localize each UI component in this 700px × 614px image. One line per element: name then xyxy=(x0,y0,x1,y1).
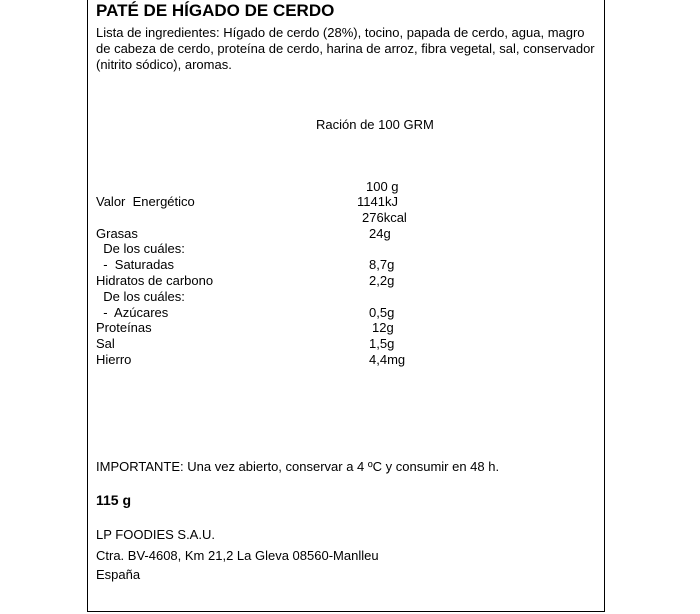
ingredients-list: Lista de ingredientes: Hígado de cerdo (28%), tocino, papada de cerdo, agua, magro de cabeza de cerdo, proteína de cerdo, harina de arroz, fibra vegetal, sal, conservador (nitrito sódico), aromas. xyxy=(96,25,595,72)
nutrient-label: Hierro xyxy=(96,352,132,367)
nutrient-label: Valor Energético xyxy=(96,194,195,209)
nutrient-label: Proteínas xyxy=(96,320,152,335)
nutrient-label: - Saturadas xyxy=(96,257,175,272)
nutrient-label: - Azúcares xyxy=(96,305,169,320)
net-weight: 115 g xyxy=(96,492,132,508)
nutrition-column-header: 100 g xyxy=(366,179,399,194)
nutrient-value: 4,4mg xyxy=(369,352,406,367)
storage-note: IMPORTANTE: Una vez abierto, conservar a 4 ºC y consumir en 48 h. xyxy=(96,459,500,474)
company-name: LP FOODIES S.A.U. xyxy=(96,527,215,542)
nutrient-value: 1141kJ xyxy=(357,194,398,209)
nutrient-label: Grasas xyxy=(96,226,138,241)
nutrient-label: Hidratos de carbono xyxy=(96,273,214,288)
company-country: España xyxy=(96,567,141,582)
nutrient-value: 1,5g xyxy=(369,336,395,351)
nutrient-value: 24g xyxy=(369,226,391,241)
product-title: PATÉ DE HÍGADO DE CERDO xyxy=(96,1,335,20)
nutrient-label: Sal xyxy=(96,336,115,351)
nutrient-label: De los cuáles: xyxy=(96,241,185,256)
nutrient-value: 8,7g xyxy=(369,257,395,272)
serving-size: Ración de 100 GRM xyxy=(316,117,434,132)
nutrient-label: De los cuáles: xyxy=(96,289,185,304)
company-address: Ctra. BV-4608, Km 21,2 La Gleva 08560-Manlleu xyxy=(96,548,379,563)
nutrient-value: 2,2g xyxy=(369,273,395,288)
nutrient-value: 276kcal xyxy=(362,210,407,225)
nutrient-value: 0,5g xyxy=(369,305,395,320)
nutrient-value: 12g xyxy=(372,320,394,335)
